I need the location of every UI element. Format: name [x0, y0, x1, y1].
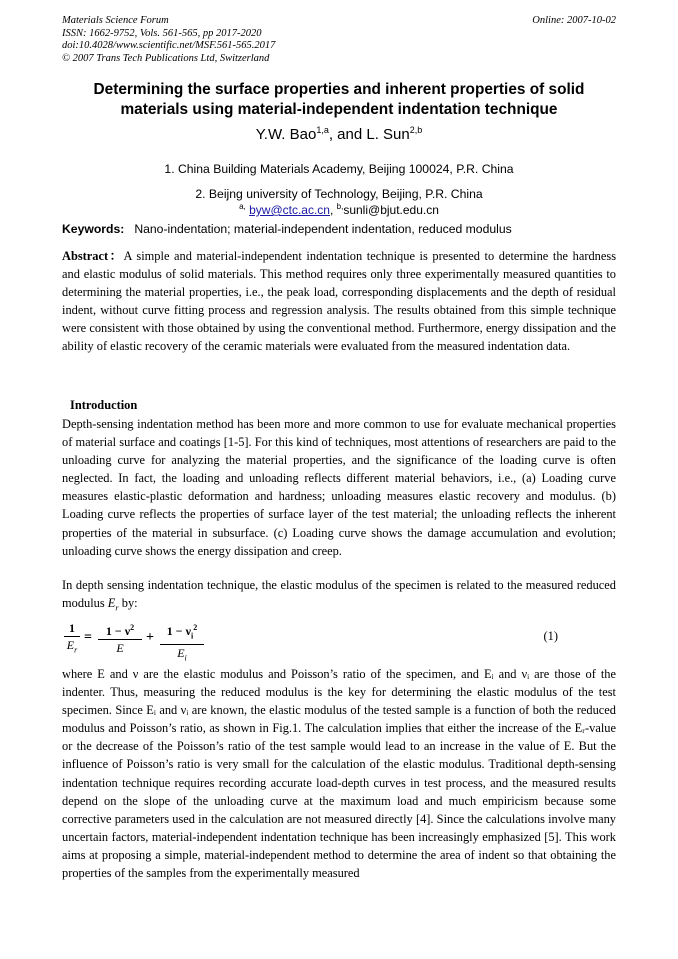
online-date: Online: 2007-10-02 — [532, 15, 616, 26]
affiliation-1: 1. China Building Materials Academy, Beijing 100024, P.R. China — [164, 162, 514, 176]
eq-lhs-den-var: E — [66, 638, 75, 652]
eq-term-1-numerator — [98, 621, 142, 640]
p2-variable-sub: r — [115, 602, 119, 613]
eq-plus: + — [146, 630, 154, 645]
email-separator: , — [329, 203, 337, 217]
intro-paragraph-1: Depth-sensing indentation method has been more and more common to use for evaluate mechanical properties of material surface and coatings [1-5]. For this kind of techniques, most attentions of researchers are paid to the unloading curve for analyzing the material properties, and the significance of the loading curve is often neglected. In fact, the loading and unloading reflects different material behaviors, i.e., (a) Loading curve measures elastic-plastic deformation and hardness; unloading measures elastic recovery and modulus. (b) Loading curve reflects the properties of surface layer of the test material; the unloading reflects the inherent properties of the material in subsurface. (c) Loading curve shows the damage accumulation and evolution; unloading curve shows the energy dissipation and creep. — [62, 417, 616, 558]
eq-t2-den-var: E — [177, 646, 185, 661]
abstract — [62, 247, 616, 356]
eq-equals: = — [84, 630, 92, 645]
intro-paragraph-2 — [62, 576, 616, 617]
keywords-text: Nano-indentation; material-independent indentation, reduced modulus — [134, 222, 512, 236]
author-1-affiliation: 1,a — [316, 125, 329, 135]
abstract-label: Abstract： — [62, 249, 124, 263]
keywords — [62, 222, 512, 236]
eq-t2-num-sup: 2 — [193, 623, 198, 632]
title-line-1: Determining the surface properties and inherent properties of solid — [93, 81, 585, 98]
eq-t2-num-sub: i — [190, 631, 194, 641]
p2-text-a: In depth sensing indentation technique, the elastic modulus of the specimen is related to the measured reduced modulus — [62, 578, 616, 611]
title-line-2: materials using material-independent indentation technique — [120, 101, 558, 118]
p2-text-b: by: — [118, 596, 138, 611]
body-paragraph-3: where E and ν are the elastic modulus and Poisson’s ratio of the specimen, and Eᵢ and νᵢ are those of the indenter. Thus, measuring the reduced modulus is the key for determining the elastic modulus of the test specimen. Since Eᵢ and νᵢ are known, the elastic modulus of the tested sample is a function of both the reduced modulus and Poisson’s ratio, as shown in Fig.1. The calculation implies that either the increase of the Eᵣ-value or the decrease of the Poisson’s ratio of the test sample would lead to an increase in the value of E. But the influence of Poisson’s ratio is very small for the calculation of the elastic modulus. Traditional depth-sensing indentation technique requires recording accurate load-depth curves in test process, and the measured results depend on the slope of the unloading curve at the maximum load and much empiricism because some corrective parameters used in the calculation are not measured directly [4]. Since the calculations involve many uncertain factors, material-independent indentation technique has been increasingly emphasized [5]. This work aims at proposing a simple, material-independent method to determine the area of indent so that obtaining the properties of the samples from the experimentally measured — [62, 667, 616, 881]
eq-t1-num-sup: 2 — [130, 623, 135, 632]
email-a-marker: a, — [239, 202, 246, 211]
author-emails — [62, 202, 616, 217]
affiliation-2: 2. Beijng university of Technology, Beijing, P.R. China — [195, 187, 483, 201]
journal-header — [62, 15, 616, 65]
authors — [62, 125, 616, 143]
copyright-line: © 2007 Trans Tech Publications Ltd, Switzerland — [62, 52, 270, 64]
equation-number: (1) — [543, 629, 558, 643]
email-b-marker: b, — [336, 202, 344, 211]
eq-t2-den-sub: i — [184, 653, 187, 663]
eq-lhs-denominator — [64, 637, 80, 658]
eq-term-2-numerator — [160, 621, 204, 645]
p2-variable: E — [107, 596, 116, 611]
journal-name: Materials Science Forum — [62, 15, 169, 26]
email-b: sunli@bjut.edu.cn — [343, 203, 439, 217]
eq-lhs — [64, 621, 80, 658]
eq-t1-num-text: 1 − ν — [105, 624, 131, 638]
author-2-affiliation: 2,b — [409, 125, 423, 135]
author-1: Y.W. Bao — [255, 126, 317, 143]
abstract-text: A simple and material-independent indentation technique is presented to determine the hardness and elastic modulus of solid materials. This method requires only three experimentally measured quantities to determining the material properties, i.e., the peak load, corresponding displacements and the depth of residual indent, without curve fitting process and regression analysis. The results obtained from this simple technique were consistent with those obtained by using the conventional method. Furthermore, energy dissipation and the ability of elastic recovery of the ceramic materials were evaluated from the measured indentation data. — [62, 249, 617, 354]
author-2: , and L. Sun — [328, 126, 410, 143]
doi-line: doi:10.4028/www.scientific.net/MSF.561-565.2017 — [62, 40, 276, 51]
keywords-label: Keywords: — [62, 222, 125, 236]
issn-line: ISSN: 1662-9752, Vols. 561-565, pp 2017-2020 — [62, 27, 262, 39]
eq-t2-num-text: 1 − ν — [166, 624, 191, 638]
email-link-a[interactable]: byw@ctc.ac.cn — [249, 203, 330, 217]
section-heading-introduction: Introduction — [70, 398, 138, 412]
eq-lhs-numerator: 1 — [64, 621, 80, 637]
eq-lhs-den-sub: r — [74, 645, 78, 655]
eq-term-1 — [98, 621, 142, 656]
eq-term-1-denominator: E — [116, 641, 124, 655]
paper-title — [62, 80, 616, 120]
eq-term-2-denominator — [160, 645, 204, 666]
equation-1 — [62, 621, 616, 661]
eq-term-2 — [160, 621, 204, 667]
